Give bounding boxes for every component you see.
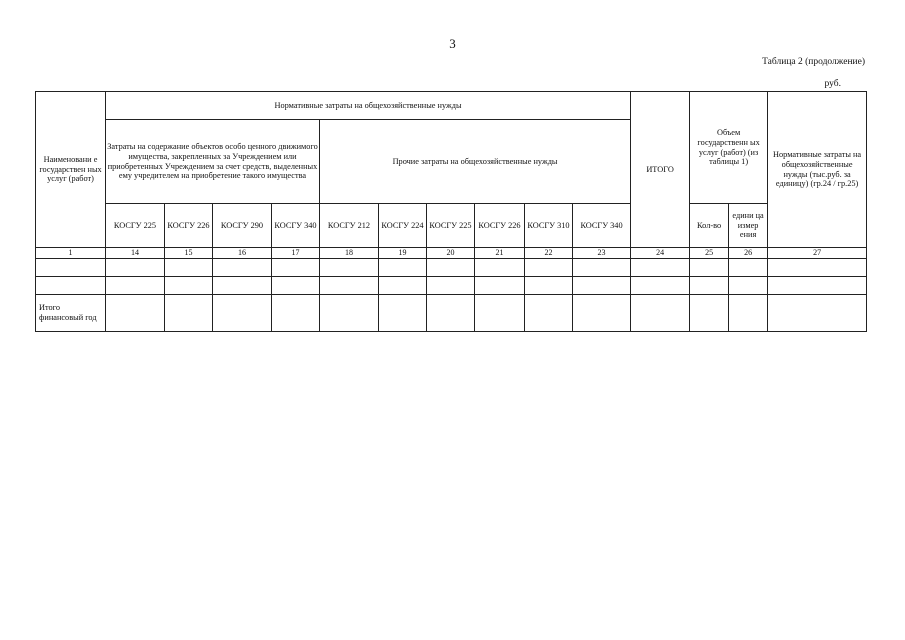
column-number: 15 bbox=[165, 248, 213, 259]
header-code: КОСГУ 212 bbox=[320, 204, 379, 248]
column-number: 21 bbox=[475, 248, 525, 259]
column-number: 23 bbox=[573, 248, 631, 259]
header-service-name: Наименовани е государствен ных услуг (работ) bbox=[36, 92, 106, 248]
header-service-volume: Объем государственн ых услуг (работ) (из таблицы 1) bbox=[690, 92, 768, 204]
normative-costs-table bbox=[35, 91, 867, 332]
header-code: КОСГУ 340 bbox=[272, 204, 320, 248]
column-number: 16 bbox=[213, 248, 272, 259]
column-number: 18 bbox=[320, 248, 379, 259]
column-number: 26 bbox=[729, 248, 768, 259]
header-other-costs: Прочие затраты на общехозяйственные нужды bbox=[320, 120, 631, 204]
header-normative-costs: Нормативные затраты на общехозяйственные нужды bbox=[106, 92, 631, 120]
header-code: КОСГУ 226 bbox=[165, 204, 213, 248]
column-number: 17 bbox=[272, 248, 320, 259]
table-row bbox=[36, 277, 867, 295]
column-number: 1 bbox=[36, 248, 106, 259]
currency-label: руб. bbox=[824, 79, 841, 89]
column-number: 20 bbox=[427, 248, 475, 259]
column-number: 27 bbox=[768, 248, 867, 259]
table-row bbox=[36, 259, 867, 277]
header-code: КОСГУ 225 bbox=[106, 204, 165, 248]
header-code: КОСГУ 225 bbox=[427, 204, 475, 248]
total-row bbox=[36, 295, 867, 332]
column-number: 25 bbox=[690, 248, 729, 259]
column-number: 19 bbox=[379, 248, 427, 259]
header-unit: едини ца измер ения bbox=[729, 204, 768, 248]
header-maintenance-costs: Затраты на содержание объектов особо ценного движимого имущества, закрепленных за Учреждением или приобретенных Учреждением за счет средств, выделенных ему учредителем на приобретение такого имущества bbox=[106, 120, 320, 204]
header-code: КОСГУ 290 bbox=[213, 204, 272, 248]
column-number: 22 bbox=[525, 248, 573, 259]
page-number: 3 bbox=[449, 36, 456, 51]
header-code: КОСГУ 226 bbox=[475, 204, 525, 248]
column-number: 24 bbox=[631, 248, 690, 259]
header-code: КОСГУ 340 bbox=[573, 204, 631, 248]
total-row-label: Итого финансовый год bbox=[36, 295, 106, 332]
header-code: КОСГУ 310 bbox=[525, 204, 573, 248]
header-normative-per-unit: Нормативные затраты на общехозяйственные нужды (тыс.руб. за единицу) (гр.24 / гр.25) bbox=[768, 92, 867, 248]
column-number: 14 bbox=[106, 248, 165, 259]
header-total: ИТОГО bbox=[631, 92, 690, 248]
header-quantity: Кол-во bbox=[690, 204, 729, 248]
header-code: КОСГУ 224 bbox=[379, 204, 427, 248]
table-caption: Таблица 2 (продолжение) bbox=[762, 57, 865, 67]
column-number-row bbox=[36, 248, 867, 259]
